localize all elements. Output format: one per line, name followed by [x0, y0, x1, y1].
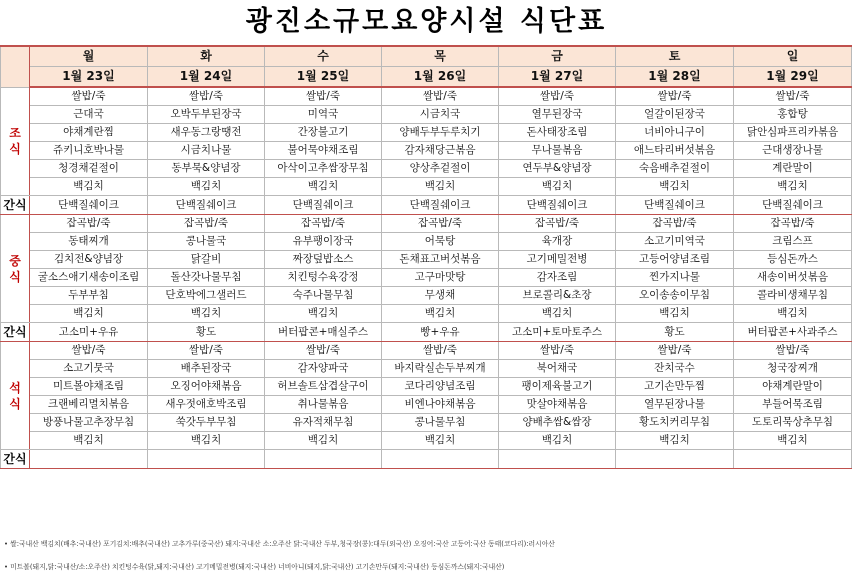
weekday-cell: 월: [30, 46, 148, 67]
menu-item: 백김치: [616, 178, 734, 196]
origin-footnote-2: • 미트볼(돼지,닭:국내산/소:오주산) 치킨텅수육(닭,돼지:국내산) 고기메밀전병(돼지:국내산) 너비아니(돼지,닭:국내산) 고기손만두(돼지:국내산) 등심돈까스(돼지:국내산): [4, 563, 505, 571]
menu-item: 백김치: [382, 178, 499, 196]
menu-item: 불어묵야채조림: [265, 142, 382, 160]
menu-item: 쌀밥/죽: [30, 342, 148, 360]
snack-item: 단백질쉐이크: [616, 196, 734, 215]
lunch-row: [1, 269, 852, 287]
date-cell: 1월 26일: [382, 67, 499, 88]
menu-item: 코다리양념조림: [382, 378, 499, 396]
snack-item: 빵+우유: [382, 323, 499, 342]
dinner-row: [1, 342, 852, 360]
menu-item: 소고기미역국: [616, 233, 734, 251]
menu-item: 동태찌개: [30, 233, 148, 251]
dinner-row: [1, 432, 852, 450]
menu-item: 야채계란말이: [734, 378, 852, 396]
menu-item: 도토리묵상추무침: [734, 414, 852, 432]
menu-item: 쑥갓두부무침: [148, 414, 265, 432]
menu-item: 오이송송이무침: [616, 287, 734, 305]
snack-label: 간식: [1, 323, 30, 342]
menu-item: 양상추겉절이: [382, 160, 499, 178]
menu-item: 브로콜리&초장: [499, 287, 616, 305]
menu-item: 취나물볶음: [265, 396, 382, 414]
menu-item: 소고기뭇국: [30, 360, 148, 378]
menu-item: 두부부침: [30, 287, 148, 305]
menu-item: 콜라비생채무침: [734, 287, 852, 305]
weekday-header-row: [1, 46, 852, 67]
meal-plan-table: [0, 45, 852, 469]
lunch-label-text: 중식: [9, 253, 21, 284]
date-cell: 1월 24일: [148, 67, 265, 88]
dinner-row: [1, 360, 852, 378]
menu-item: 백김치: [616, 432, 734, 450]
menu-item: 돌산갓나물무침: [148, 269, 265, 287]
menu-item: 청국장찌개: [734, 360, 852, 378]
snack-row: [1, 323, 852, 342]
date-cell: 1월 27일: [499, 67, 616, 88]
origin-footnote-1: • 쌀:국내산 백김치(배추:국내산) 포기김치:배추(국내산) 고추가루(중국산) 돼지:국내산 소:오주산 닭:국내산 두부,청국장(콩):대두(외국산) 오징어:국산 고등어:국산 동태(코다리):러시아산: [4, 540, 555, 548]
menu-item: 돈채표고버섯볶음: [382, 251, 499, 269]
menu-item: 열무된장국: [499, 106, 616, 124]
snack-item: 단백질쉐이크: [148, 196, 265, 215]
corner-cell: [1, 46, 30, 87]
menu-item: 단호박에그샐러드: [148, 287, 265, 305]
menu-item: 쌀밥/죽: [382, 342, 499, 360]
dinner-row: [1, 396, 852, 414]
breakfast-row: [1, 87, 852, 106]
menu-item: 애느타리버섯볶음: [616, 142, 734, 160]
menu-item: 새우동그랑땡전: [148, 124, 265, 142]
menu-item: 백김치: [265, 178, 382, 196]
menu-item: 짜장덮밥소스: [265, 251, 382, 269]
menu-item: 쥬키니호박나물: [30, 142, 148, 160]
date-cell: 1월 28일: [616, 67, 734, 88]
snack-item: [499, 450, 616, 469]
menu-item: 백김치: [734, 178, 852, 196]
menu-item: 새우젓애호박조림: [148, 396, 265, 414]
menu-item: 청경채겉절이: [30, 160, 148, 178]
menu-item: 김치전&양념장: [30, 251, 148, 269]
menu-item: 닭안심파프리카볶음: [734, 124, 852, 142]
lunch-row: [1, 215, 852, 233]
menu-item: 너비아니구이: [616, 124, 734, 142]
menu-item: 북어채국: [499, 360, 616, 378]
menu-item: 홍합탕: [734, 106, 852, 124]
menu-item: 백김치: [30, 432, 148, 450]
menu-item: 양배두부두루치기: [382, 124, 499, 142]
menu-item: 쌀밥/죽: [382, 87, 499, 106]
menu-item: 쌀밥/죽: [265, 342, 382, 360]
menu-item: 쌀밥/죽: [148, 342, 265, 360]
menu-item: 백김치: [382, 305, 499, 323]
lunch-row: [1, 305, 852, 323]
menu-item: 백김치: [265, 432, 382, 450]
menu-item: 백김치: [616, 305, 734, 323]
menu-item: 미트볼야채조림: [30, 378, 148, 396]
menu-item: 무나물볶음: [499, 142, 616, 160]
page-title: 광진소규모요양시설 식단표: [245, 6, 608, 37]
menu-item: 배추된장국: [148, 360, 265, 378]
menu-item: 백김치: [499, 432, 616, 450]
menu-item: 백김치: [148, 178, 265, 196]
breakfast-row: [1, 124, 852, 142]
snack-item: [382, 450, 499, 469]
breakfast-row: [1, 106, 852, 124]
breakfast-row: [1, 178, 852, 196]
menu-item: 열무된장나물: [616, 396, 734, 414]
snack-item: 버터팝콘+사과주스: [734, 323, 852, 342]
menu-item: 아삭이고추쌈장무침: [265, 160, 382, 178]
date-cell: 1월 23일: [30, 67, 148, 88]
menu-item: 숙음배추겉절이: [616, 160, 734, 178]
menu-item: 백김치: [499, 305, 616, 323]
menu-item: 시금치나물: [148, 142, 265, 160]
weekday-cell: 일: [734, 46, 852, 67]
menu-item: 콩나물국: [148, 233, 265, 251]
menu-item: 바지락실손두부찌개: [382, 360, 499, 378]
dinner-label: [1, 342, 30, 450]
menu-item: 어묵탕: [382, 233, 499, 251]
lunch-row: [1, 233, 852, 251]
menu-item: 동부묵&양념장: [148, 160, 265, 178]
menu-item: 방풍나물고추장무침: [30, 414, 148, 432]
dinner-row: [1, 414, 852, 432]
menu-item: 근대생장나물: [734, 142, 852, 160]
lunch-row: [1, 251, 852, 269]
menu-item: 백김치: [148, 432, 265, 450]
weekday-cell: 금: [499, 46, 616, 67]
menu-item: 육개장: [499, 233, 616, 251]
menu-item: 야채계란찜: [30, 124, 148, 142]
menu-item: 백김치: [30, 178, 148, 196]
menu-item: 유자적채무침: [265, 414, 382, 432]
menu-item: 허브솔트삼겹살구이: [265, 378, 382, 396]
snack-item: [30, 450, 148, 469]
snack-item: [265, 450, 382, 469]
snack-item: 버터팝콘+매실주스: [265, 323, 382, 342]
date-cell: 1월 29일: [734, 67, 852, 88]
lunch-row: [1, 287, 852, 305]
snack-item: 단백질쉐이크: [734, 196, 852, 215]
menu-item: 쌀밥/죽: [30, 87, 148, 106]
menu-item: 고등어양념조림: [616, 251, 734, 269]
menu-item: 쌀밥/죽: [616, 87, 734, 106]
menu-item: 찐가지나물: [616, 269, 734, 287]
snack-item: 단백질쉐이크: [30, 196, 148, 215]
weekday-cell: 토: [616, 46, 734, 67]
breakfast-label: [1, 87, 30, 196]
menu-item: 닭갈비: [148, 251, 265, 269]
menu-item: 고기손만두찜: [616, 378, 734, 396]
menu-item: 고기메밀전병: [499, 251, 616, 269]
snack-item: 고소미+토마토주스: [499, 323, 616, 342]
snack-row: [1, 196, 852, 215]
menu-item: 계란말이: [734, 160, 852, 178]
menu-item: 백김치: [148, 305, 265, 323]
menu-item: 잡곡밥/죽: [148, 215, 265, 233]
menu-item: 쌀밥/죽: [499, 87, 616, 106]
menu-item: 얼갈이된장국: [616, 106, 734, 124]
breakfast-label-text: 조식: [9, 126, 21, 157]
snack-item: [148, 450, 265, 469]
menu-item: 시금치국: [382, 106, 499, 124]
snack-item: 단백질쉐이크: [265, 196, 382, 215]
menu-item: 백김치: [734, 305, 852, 323]
breakfast-row: [1, 142, 852, 160]
menu-item: 오징어야채볶음: [148, 378, 265, 396]
dinner-label-text: 석식: [9, 380, 21, 411]
menu-item: 치킨텅수육강정: [265, 269, 382, 287]
snack-item: 황도: [616, 323, 734, 342]
menu-item: 근대국: [30, 106, 148, 124]
menu-item: 쌀밥/죽: [265, 87, 382, 106]
menu-item: 부들어묵조림: [734, 396, 852, 414]
snack-item: [616, 450, 734, 469]
menu-item: 등심돈까스: [734, 251, 852, 269]
menu-item: 팽이제육불고기: [499, 378, 616, 396]
menu-item: 무생채: [382, 287, 499, 305]
menu-item: 잡곡밥/죽: [616, 215, 734, 233]
menu-item: 잡곡밥/죽: [265, 215, 382, 233]
menu-item: 백김치: [30, 305, 148, 323]
snack-item: 고소미+우유: [30, 323, 148, 342]
menu-item: 오박두부된장국: [148, 106, 265, 124]
menu-item: 잡곡밥/죽: [499, 215, 616, 233]
menu-item: 백김치: [499, 178, 616, 196]
date-cell: 1월 25일: [265, 67, 382, 88]
menu-item: 굴소스애기새송이조림: [30, 269, 148, 287]
menu-item: 잡곡밥/죽: [382, 215, 499, 233]
menu-item: 숙주나물무침: [265, 287, 382, 305]
snack-item: 단백질쉐이크: [499, 196, 616, 215]
menu-item: 연두부&양념장: [499, 160, 616, 178]
menu-item: 미역국: [265, 106, 382, 124]
menu-item: 잔치국수: [616, 360, 734, 378]
snack-row: [1, 450, 852, 469]
menu-item: 백김치: [265, 305, 382, 323]
menu-item: 새송이버섯볶음: [734, 269, 852, 287]
menu-item: 쌀밥/죽: [499, 342, 616, 360]
menu-item: 잡곡밥/죽: [30, 215, 148, 233]
menu-item: 감자채당근볶음: [382, 142, 499, 160]
lunch-label: [1, 215, 30, 323]
menu-item: 양배추쌈&쌈장: [499, 414, 616, 432]
menu-item: 황도치커리무침: [616, 414, 734, 432]
menu-item: 돈사태장조림: [499, 124, 616, 142]
menu-item: 크림스프: [734, 233, 852, 251]
dinner-row: [1, 378, 852, 396]
snack-item: [734, 450, 852, 469]
snack-item: 황도: [148, 323, 265, 342]
weekday-cell: 목: [382, 46, 499, 67]
snack-item: 단백질쉐이크: [382, 196, 499, 215]
breakfast-row: [1, 160, 852, 178]
menu-item: 크랜베리멸치볶음: [30, 396, 148, 414]
menu-item: 쌀밥/죽: [616, 342, 734, 360]
snack-label: 간식: [1, 450, 30, 469]
menu-item: 감자조림: [499, 269, 616, 287]
menu-item: 비엔나야채볶음: [382, 396, 499, 414]
menu-item: 맛살야채볶음: [499, 396, 616, 414]
menu-item: 감자양파국: [265, 360, 382, 378]
menu-item: 고구마맛탕: [382, 269, 499, 287]
weekday-cell: 화: [148, 46, 265, 67]
menu-item: 쌀밥/죽: [148, 87, 265, 106]
menu-item: 잡곡밥/죽: [734, 215, 852, 233]
date-header-row: [1, 67, 852, 88]
menu-item: 백김치: [734, 432, 852, 450]
menu-item: 간장불고기: [265, 124, 382, 142]
menu-item: 콩나물무침: [382, 414, 499, 432]
weekday-cell: 수: [265, 46, 382, 67]
menu-item: 쌀밥/죽: [734, 87, 852, 106]
menu-item: 유부팽이장국: [265, 233, 382, 251]
menu-item: 백김치: [382, 432, 499, 450]
menu-item: 쌀밥/죽: [734, 342, 852, 360]
snack-label: 간식: [1, 196, 30, 215]
